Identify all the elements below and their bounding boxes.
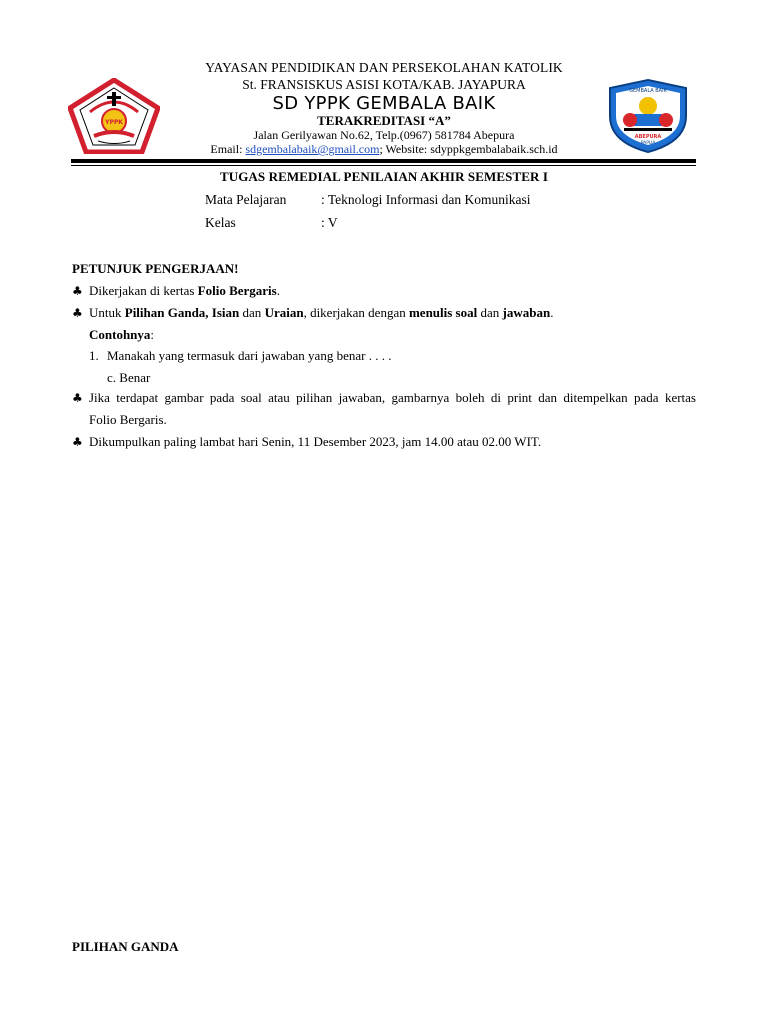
multiple-choice-heading: PILIHAN GANDA	[72, 939, 179, 954]
website-text: sdyppkgembalabaik.sch.id	[430, 142, 558, 156]
letterhead-rule-thick	[71, 159, 696, 163]
letterhead-rule-thin	[71, 165, 696, 166]
instruction-item	[72, 434, 541, 450]
club-icon: ♣	[72, 391, 83, 405]
foundation-name: YAYASAN PENDIDIKAN DAN PERSEKOLAHAN KATOLIK	[205, 60, 563, 75]
instruction-text: , dikerjakan dengan	[303, 305, 409, 320]
school-shield-logo	[606, 78, 690, 154]
right-logo-bottom-text: ABEPURA	[634, 134, 662, 140]
club-icon: ♣	[72, 306, 83, 320]
example-label-row	[89, 327, 154, 343]
subject-value: : Teknologi Informasi dan Komunikasi	[321, 192, 531, 207]
email-label: Email:	[210, 142, 246, 156]
example-colon: :	[150, 327, 155, 342]
subject-row	[205, 192, 531, 208]
instruction-text-continued: Folio Bergaris.	[89, 412, 167, 427]
instruction-item	[72, 305, 553, 321]
email-link[interactable]: sdgembalabaik@gmail.com	[245, 142, 380, 156]
accreditation: TERAKREDITASI “A”	[317, 113, 451, 128]
right-logo-bottom-text2: PAPUA	[640, 141, 656, 146]
example-question	[89, 348, 391, 364]
document-title: TUGAS REMEDIAL PENILAIAN AKHIR SEMESTER I	[219, 169, 549, 184]
example-label: Contohnya	[89, 327, 151, 342]
instruction-emphasis: Folio Bergaris	[197, 283, 277, 298]
example-answer: c. Benar	[107, 370, 151, 385]
instruction-emphasis: Pilihan Ganda, Isian	[124, 305, 240, 320]
right-logo-top-text: GEMBALA BAIK	[629, 88, 667, 94]
instruction-text: Jika terdapat gambar pada soal atau pilihan jawaban, gambarnya boleh di print dan ditempelkan pada kertas	[89, 390, 696, 405]
instruction-text: Dikerjakan di kertas	[89, 283, 198, 298]
instruction-text: dan	[477, 305, 503, 320]
instruction-emphasis: menulis soal	[408, 305, 478, 320]
class-value: : V	[321, 215, 338, 230]
website-label: ; Website:	[379, 142, 431, 156]
club-icon: ♣	[72, 284, 83, 298]
yppk-crest-logo	[68, 78, 160, 154]
example-number: 1.	[89, 348, 99, 363]
instruction-emphasis: Uraian	[264, 305, 304, 320]
class-row	[205, 215, 338, 231]
instructions-heading: PETUNJUK PENGERJAAN!	[72, 261, 239, 276]
foundation-branch: St. FRANSISKUS ASISI KOTA/KAB. JAYAPURA	[242, 77, 526, 92]
left-logo-text: YPPK	[105, 119, 123, 126]
class-label: Kelas	[205, 215, 236, 230]
subject-label: Mata Pelajaran	[205, 192, 287, 207]
school-contact	[150, 142, 618, 157]
example-question-text: Manakah yang termasuk dari jawaban yang benar . . . .	[107, 348, 392, 363]
instruction-emphasis: jawaban	[502, 305, 551, 320]
instruction-text: dan	[239, 305, 265, 320]
school-name: SD YPPK GEMBALA BAIK	[272, 93, 496, 114]
instruction-item	[72, 390, 696, 406]
school-address: Jalan Gerilyawan No.62, Telp.(0967) 581784 Abepura	[253, 128, 515, 142]
club-icon: ♣	[72, 435, 83, 449]
instruction-text: Untuk	[89, 305, 125, 320]
instruction-item	[72, 283, 280, 299]
instruction-text: .	[550, 305, 554, 320]
instruction-text: .	[276, 283, 280, 298]
instruction-text: Dikumpulkan paling lambat hari Senin, 11 Desember 2023, jam 14.00 atau 02.00 WIT.	[89, 434, 542, 449]
